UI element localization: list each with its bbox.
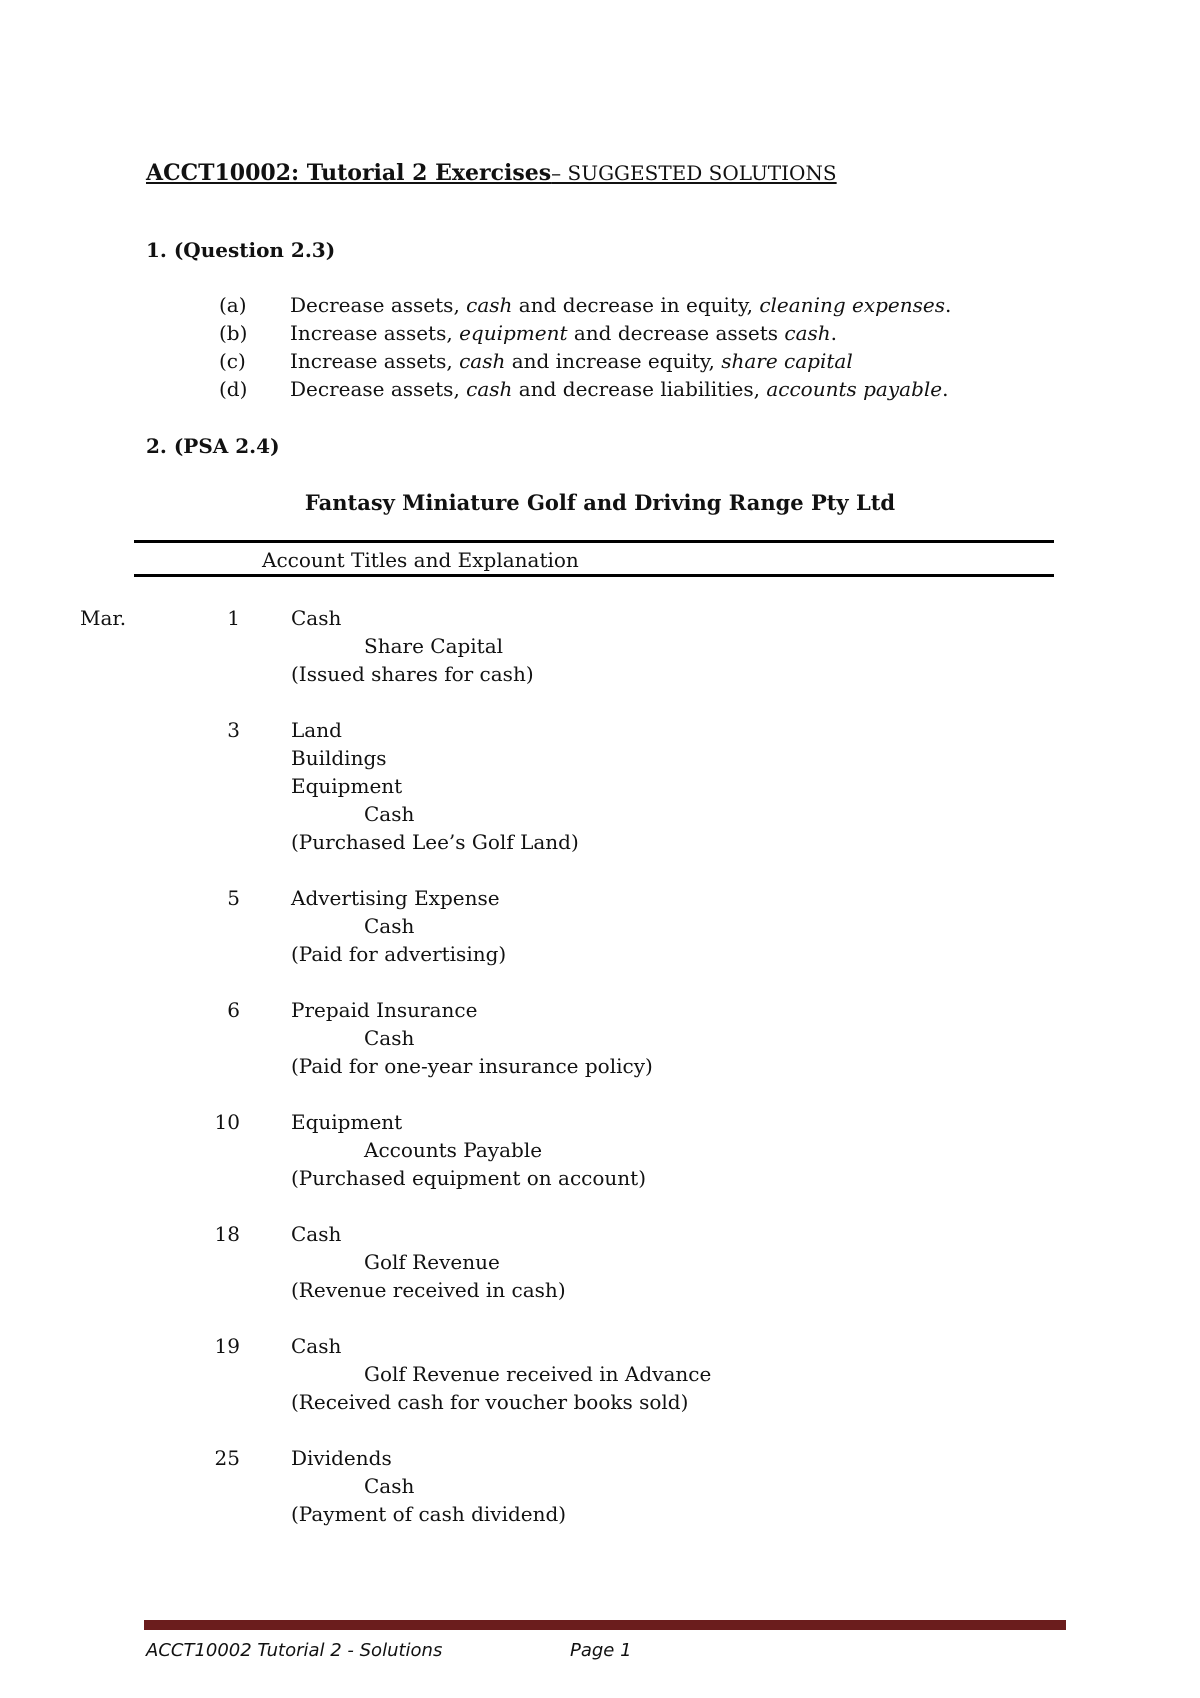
journal-debit-account: Cash — [291, 1334, 342, 1358]
journal-credit-account: Share Capital — [364, 634, 504, 658]
journal-credit-account: Cash — [364, 1026, 415, 1050]
question2-heading: 2. (PSA 2.4) — [146, 434, 280, 458]
journal-credit-account: Golf Revenue received in Advance — [364, 1362, 712, 1386]
q1-item-text: Decrease assets, cash and decrease in equity, cleaning expenses. — [290, 293, 952, 317]
journal-day: 6 — [227, 998, 240, 1022]
q1-item-text: Decrease assets, cash and decrease liabilities, accounts payable. — [290, 377, 949, 401]
journal-day: 1 — [227, 606, 240, 630]
company-name: Fantasy Miniature Golf and Driving Range Pty Ltd — [304, 490, 896, 515]
q1-item-text: Increase assets, equipment and decrease assets cash. — [290, 321, 838, 345]
q1-item-text: Increase assets, cash and increase equity, share capital — [290, 349, 853, 373]
journal-day: 18 — [214, 1222, 240, 1246]
journal-credit-account: Cash — [364, 914, 415, 938]
page-title — [146, 160, 837, 186]
journal-credit-account: Golf Revenue — [364, 1250, 500, 1274]
journal-debit-account: Equipment — [291, 774, 403, 798]
question1-heading: 1. (Question 2.3) — [146, 238, 336, 262]
q1-item-label: (b) — [219, 321, 248, 345]
journal-debit-account: Land — [291, 718, 342, 742]
journal-day: 25 — [214, 1446, 240, 1470]
journal-debit-account: Equipment — [291, 1110, 403, 1134]
table-top-rule — [134, 540, 1054, 543]
journal-debit-account: Prepaid Insurance — [291, 998, 478, 1022]
journal-day: 10 — [214, 1110, 240, 1134]
column-header: Account Titles and Explanation — [262, 548, 579, 572]
title-main: ACCT10002: Tutorial 2 Exercises — [146, 160, 552, 186]
journal-credit-account: Accounts Payable — [364, 1138, 543, 1162]
journal-explanation: (Payment of cash dividend) — [291, 1502, 567, 1526]
journal-credit-account: Cash — [364, 1474, 415, 1498]
journal-day: 3 — [227, 718, 240, 742]
title-sub: – SUGGESTED SOLUTIONS — [551, 161, 837, 185]
journal-day: 5 — [227, 886, 240, 910]
table-header-rule — [134, 574, 1054, 577]
journal-explanation: (Purchased equipment on account) — [291, 1166, 647, 1190]
journal-debit-account: Buildings — [291, 746, 387, 770]
journal-debit-account: Advertising Expense — [291, 886, 500, 910]
journal-debit-account: Cash — [291, 1222, 342, 1246]
journal-explanation: (Purchased Lee’s Golf Land) — [291, 830, 579, 854]
q1-item-label: (a) — [219, 293, 247, 317]
footer-page-number: Page 1 — [570, 1640, 632, 1661]
journal-credit-account: Cash — [364, 802, 415, 826]
journal-explanation: (Paid for one-year insurance policy) — [291, 1054, 653, 1078]
q1-item-label: (c) — [219, 349, 246, 373]
footer-bar — [144, 1620, 1066, 1630]
journal-debit-account: Cash — [291, 606, 342, 630]
journal-explanation: (Issued shares for cash) — [291, 662, 534, 686]
journal-explanation: (Revenue received in cash) — [291, 1278, 566, 1302]
q1-item-label: (d) — [219, 377, 248, 401]
journal-month: Mar. — [80, 606, 127, 630]
journal-day: 19 — [214, 1334, 240, 1358]
footer-title: ACCT10002 Tutorial 2 - Solutions — [146, 1640, 443, 1661]
journal-explanation: (Paid for advertising) — [291, 942, 507, 966]
journal-debit-account: Dividends — [291, 1446, 392, 1470]
journal-explanation: (Received cash for voucher books sold) — [291, 1390, 689, 1414]
